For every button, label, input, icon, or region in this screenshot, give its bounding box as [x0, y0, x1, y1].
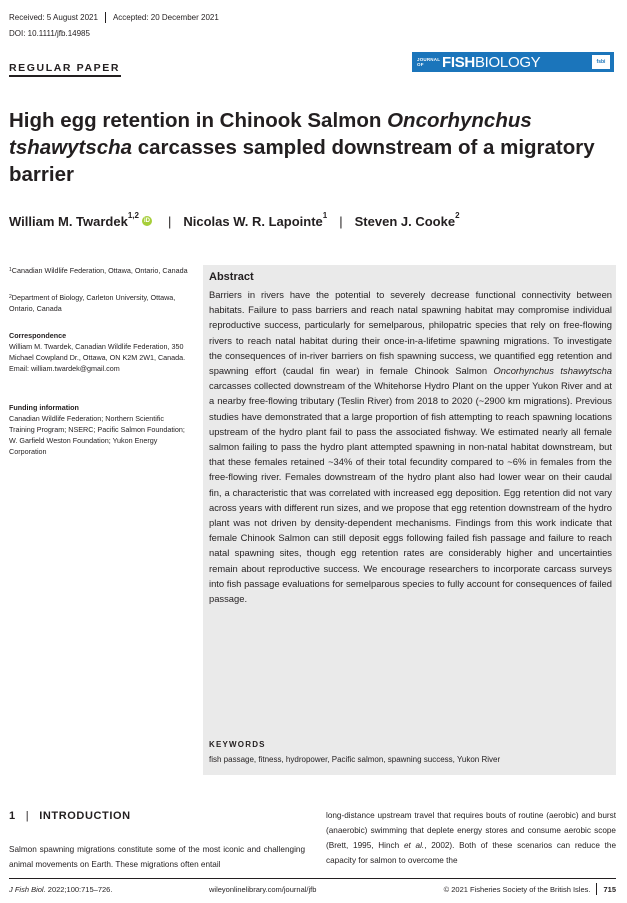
funding-heading: Funding information	[9, 403, 79, 412]
intro-right-text-b: , 2002). Both of these scenarios can reduce the capacity for salmon to overcome the	[326, 841, 616, 865]
article-type-label: REGULAR PAPER	[9, 62, 121, 74]
section-separator: |	[25, 810, 30, 822]
fsbi-badge-icon: fsbi	[592, 55, 610, 69]
abstract-text-b: carcasses collected downstream of the Whitehorse Hydro Plant on the upper Yukon River and at a nearby free-flowing tributary (Teslin River) from 2018 to 2020 (~2900 km migrations). Previous studies have demonstrated that a large proportion of fish attempting to reach spawning locations upstream of the hydro plant fail to pass the associated fishway. We estimated nearly all female salmon failing to pass the hydro plant attempted spawning in non-natal habitat downstream, but that these females retained ~34% of their total fecundity compared to ~6% in females from the free-flowing river. Females downstream of the hydro plant also had lower wear on their caudal fin, a characteristic that was correlated with increased egg deposition. Egg retention did not vary across years with different run sizes, and we propose that egg retention downstream of the hydro plant was not driven by density-dependent mechanisms. Findings from this work indicate that female Chinook Salmon can still deposit eggs following failed fish passage and failure to reach natal spawning sites, though egg retention rates are considerably higher and uncertainties remain about reproductive success. We encourage researchers to incorporate carcass surveys into fish passage evaluations for semelparous species to fully account for consequences of failed passage.	[209, 380, 612, 605]
author-name[interactable]: Nicolas W. R. Lapointe	[183, 214, 323, 229]
affiliation-2	[9, 292, 189, 314]
author-affiliation-number: 2	[455, 211, 460, 220]
author-name[interactable]: Steven J. Cooke	[354, 214, 456, 229]
footer-journal: J Fish Biol.	[9, 884, 46, 894]
affiliation-text: Department of Biology, Carleton University, Ottawa, Ontario, Canada	[9, 293, 176, 313]
footer-url[interactable]: wileyonlinelibrary.com/journal/jfb	[209, 884, 317, 894]
keywords-list: fish passage, fitness, hydropower, Pacific salmon, spawning success, Yukon River	[209, 755, 501, 764]
correspondence-block	[9, 330, 189, 374]
section-heading-introduction	[9, 810, 131, 822]
abstract-species: Oncorhynchus tshawytscha	[493, 365, 612, 377]
section-title: INTRODUCTION	[39, 810, 131, 822]
author-separator: |	[339, 214, 343, 229]
title-species: Oncorhynchus tshawytscha	[9, 109, 532, 159]
footer-copyright: © 2021 Fisheries Society of the British Isles.	[443, 884, 591, 894]
article-title	[9, 107, 609, 188]
footer-citation	[9, 885, 209, 894]
journal-logo-biology: BIOLOGY	[474, 53, 541, 71]
journal-logo	[412, 52, 614, 72]
page-number: 715	[603, 884, 616, 894]
intro-right-column	[326, 808, 616, 868]
date-separator	[105, 12, 106, 23]
publication-dates	[9, 12, 219, 23]
footer-volume: 2022;100:715–726.	[45, 884, 113, 894]
author-name[interactable]: William M. Twardek	[9, 214, 128, 229]
orcid-icon[interactable]: iD	[143, 218, 150, 224]
title-part-2: carcasses sampled downstream of a migratory barrier	[9, 136, 595, 186]
affiliation-number: 1	[9, 267, 12, 273]
author-affiliation-number: 1	[322, 211, 328, 220]
intro-right-text-a: long-distance upstream travel that requires bouts of routine (aerobic) and burst (anaerobic) swimming that deplete energy stores and consume aerobic scope (Brett, 1995, Hinch	[326, 811, 616, 850]
title-part-1: High egg retention in Chinook Salmon	[9, 109, 388, 132]
article-type-underline	[9, 75, 121, 77]
page-footer	[9, 883, 616, 895]
affiliation-1	[9, 265, 189, 276]
intro-right-etal: et al.	[403, 841, 425, 850]
footer-separator	[596, 883, 597, 895]
author-list	[9, 211, 460, 229]
author-affiliation-number: 1,2	[127, 211, 139, 220]
abstract-text-a: Barriers in rivers have the potential to severely decrease functional connectivity between habitats. Failure to pass barriers and reach natal spawning habitat may compromise individual reproductive success, particularly for semelparous, philopatric species that rely on free-flowing rivers to reach natal habitat during their once-in-a-lifetime spawning migrations. To investigate the consequences of in-river barriers on fish spawning success, we quantified egg retention and spawning effort (caudal fin wear) in female Chinook Salmon	[209, 289, 612, 377]
doi-link[interactable]: DOI: 10.1111/jfb.14985	[9, 29, 90, 38]
author-separator: |	[167, 214, 172, 229]
abstract-heading: Abstract	[209, 271, 254, 283]
affiliation-number: 2	[9, 294, 12, 300]
correspondence-email[interactable]: Email: william.twardek@gmail.com	[9, 364, 120, 373]
affiliation-text: Canadian Wildlife Federation, Ottawa, Ontario, Canada	[11, 266, 188, 275]
intro-left-column: Salmon spawning migrations constitute some of the most iconic and challenging animal movements on Earth. These migrations often entail	[9, 845, 305, 869]
received-date: Received: 5 August 2021	[9, 13, 98, 22]
journal-logo-fish: FISH	[442, 53, 475, 71]
funding-block	[9, 402, 189, 457]
accepted-date: Accepted: 20 December 2021	[112, 13, 219, 22]
keywords-heading: KEYWORDS	[209, 740, 266, 749]
funding-text: Canadian Wildlife Federation; Northern Scientific Training Program; NSERC; Pacific Salmon Foundation; W. Garfield Weston Foundation; Yukon Energy Corporation	[9, 414, 185, 456]
journal-logo-small-text: JOURNAL OF	[417, 57, 441, 67]
footer-rule	[9, 878, 616, 879]
section-number: 1	[9, 810, 16, 822]
abstract-text	[209, 287, 612, 606]
correspondence-address: William M. Twardek, Canadian Wildlife Federation, 350 Michael Cowpland Dr., Ottawa, ON K2M 2W1, Canada.	[9, 342, 186, 362]
correspondence-heading: Correspondence	[9, 331, 67, 340]
